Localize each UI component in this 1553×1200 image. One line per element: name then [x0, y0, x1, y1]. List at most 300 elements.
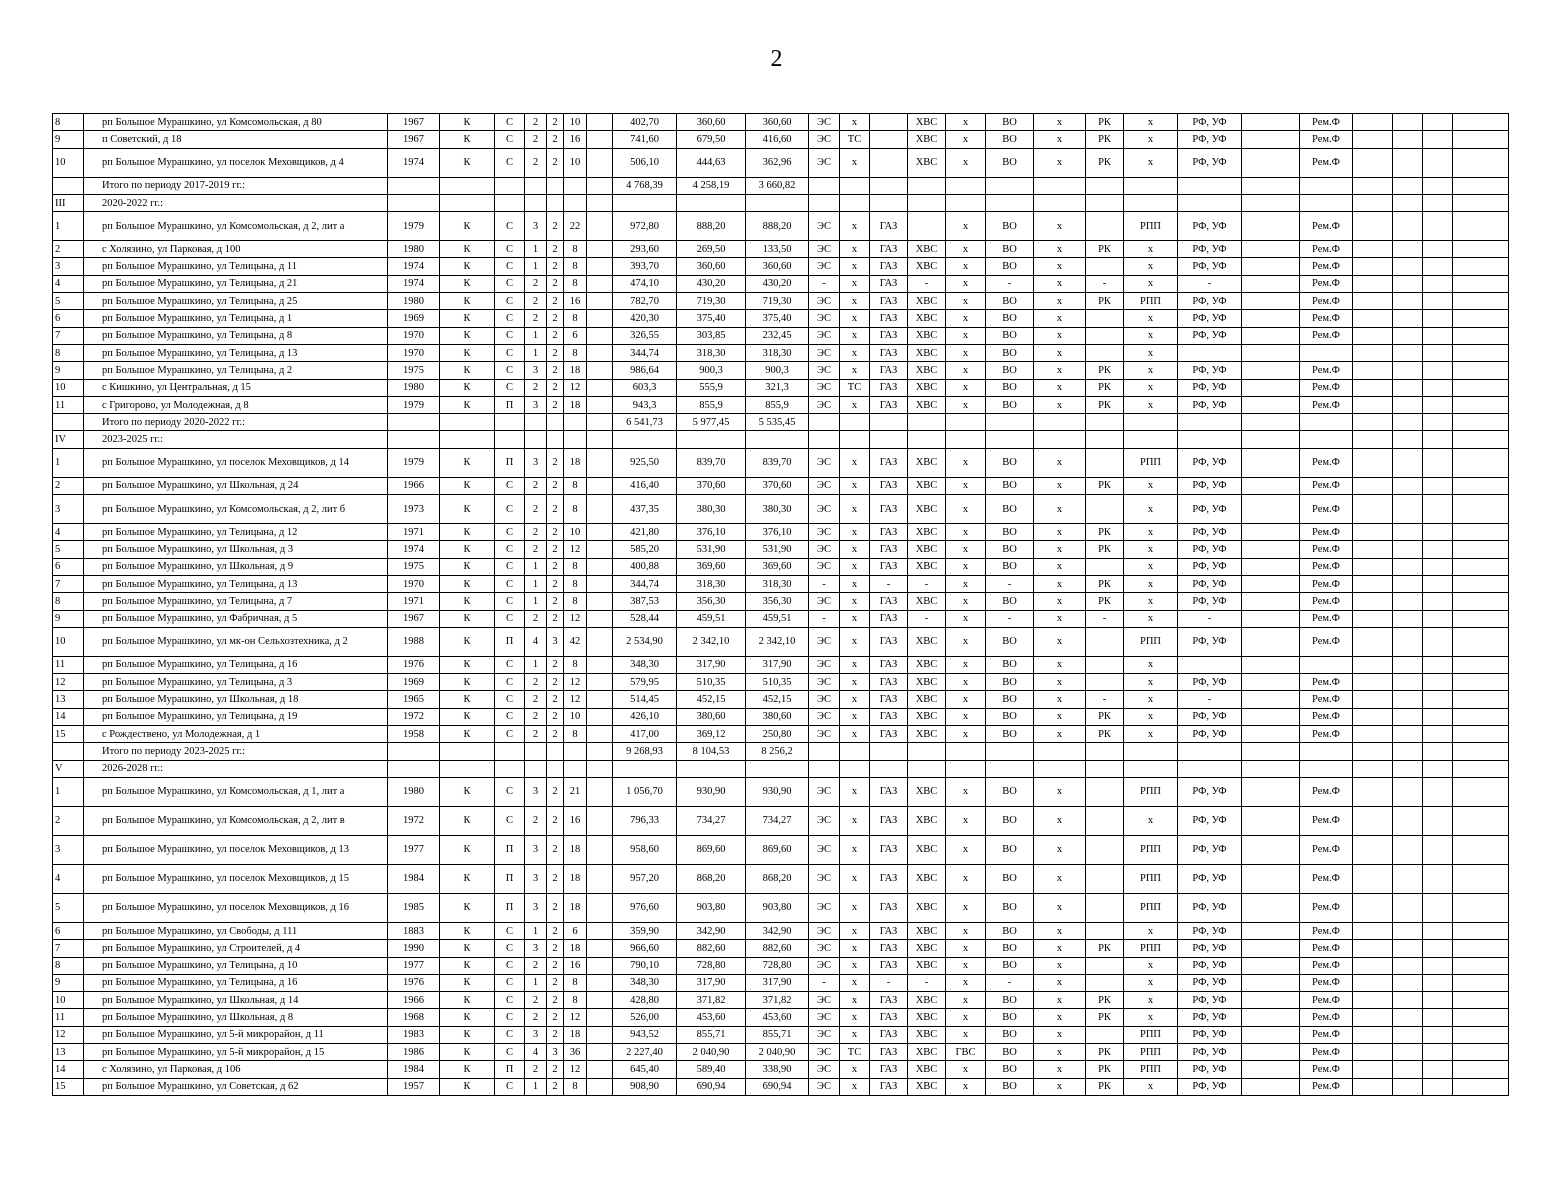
- table-cell: [587, 627, 613, 656]
- table-cell: 18: [564, 362, 587, 379]
- table-cell: ВО: [986, 477, 1034, 494]
- table-cell: РФ, УФ: [1178, 293, 1242, 310]
- table-cell: 12: [564, 674, 587, 691]
- table-cell: [746, 760, 809, 777]
- table-cell: [1453, 656, 1509, 673]
- table-cell: [1423, 974, 1453, 991]
- table-cell: [1086, 760, 1124, 777]
- table-cell: х: [1034, 974, 1086, 991]
- table-cell: [1353, 344, 1393, 361]
- table-cell: х: [1034, 131, 1086, 148]
- table-cell: 2: [525, 1009, 547, 1026]
- table-cell: ВО: [986, 1026, 1034, 1043]
- address-cell: рп Большое Мурашкино, ул Школьная, д 8: [84, 1009, 388, 1026]
- table-cell: х: [1124, 610, 1178, 627]
- table-cell: [388, 194, 440, 211]
- table-cell: РК: [1086, 1043, 1124, 1060]
- table-cell: К: [440, 1043, 495, 1060]
- table-cell: [1242, 575, 1300, 592]
- address-cell: рп Большое Мурашкино, ул Школьная, д 9: [84, 558, 388, 575]
- address-cell: рп Большое Мурашкино, ул Телицына, д 11: [84, 258, 388, 275]
- table-cell: 943,52: [613, 1026, 677, 1043]
- table-cell: РПП: [1124, 448, 1178, 477]
- table-cell: [840, 194, 870, 211]
- table-cell: х: [1034, 477, 1086, 494]
- table-cell: [1393, 835, 1423, 864]
- table-cell: РФ, УФ: [1178, 241, 1242, 258]
- table-row: [53, 835, 1509, 864]
- table-cell: [1393, 177, 1423, 194]
- table-row: [53, 806, 1509, 835]
- table-cell: РК: [1086, 940, 1124, 957]
- table-cell: [908, 177, 946, 194]
- table-cell: РФ, УФ: [1178, 379, 1242, 396]
- table-cell: ГАЗ: [870, 656, 908, 673]
- table-cell: 1: [525, 241, 547, 258]
- table-cell: ГАЗ: [870, 1043, 908, 1060]
- table-cell: Рем.Ф: [1300, 362, 1353, 379]
- table-cell: 3: [525, 1026, 547, 1043]
- table-row: [53, 726, 1509, 743]
- table-cell: [587, 777, 613, 806]
- table-cell: 2: [547, 674, 564, 691]
- address-cell: рп Большое Мурашкино, ул Телицына, д 25: [84, 293, 388, 310]
- table-cell: ГАЗ: [870, 541, 908, 558]
- table-cell: ГАЗ: [870, 275, 908, 292]
- table-cell: [587, 922, 613, 939]
- table-cell: [1034, 760, 1086, 777]
- table-cell: РК: [1086, 148, 1124, 177]
- table-cell: РПП: [1124, 293, 1178, 310]
- table-cell: 4: [525, 627, 547, 656]
- table-cell: [946, 431, 986, 448]
- table-cell: 1986: [388, 1043, 440, 1060]
- address-cell: рп Большое Мурашкино, ул Школьная, д 18: [84, 691, 388, 708]
- table-cell: х: [946, 379, 986, 396]
- table-cell: [440, 431, 495, 448]
- table-row: [53, 593, 1509, 610]
- table-cell: [1242, 396, 1300, 413]
- table-row: [53, 656, 1509, 673]
- table-cell: Рем.Ф: [1300, 1026, 1353, 1043]
- table-cell: Рем.Ф: [1300, 835, 1353, 864]
- table-cell: 976,60: [613, 893, 677, 922]
- table-cell: РК: [1086, 541, 1124, 558]
- table-cell: х: [840, 1026, 870, 1043]
- row-number-cell: [53, 177, 84, 194]
- table-cell: [587, 974, 613, 991]
- table-cell: [587, 194, 613, 211]
- table-cell: [1423, 212, 1453, 241]
- table-cell: х: [946, 610, 986, 627]
- table-cell: [1453, 148, 1509, 177]
- table-cell: 1979: [388, 212, 440, 241]
- table-cell: Рем.Ф: [1300, 627, 1353, 656]
- table-cell: РК: [1086, 575, 1124, 592]
- table-cell: [870, 431, 908, 448]
- table-cell: ГАЗ: [870, 396, 908, 413]
- table-cell: ХВС: [908, 131, 946, 148]
- table-cell: [1453, 674, 1509, 691]
- table-cell: 400,88: [613, 558, 677, 575]
- table-cell: х: [840, 806, 870, 835]
- table-row: [53, 610, 1509, 627]
- table-cell: х: [840, 1078, 870, 1095]
- table-cell: 380,60: [746, 708, 809, 725]
- table-cell: К: [440, 575, 495, 592]
- table-cell: 326,55: [613, 327, 677, 344]
- table-cell: 882,60: [746, 940, 809, 957]
- table-cell: х: [946, 275, 986, 292]
- table-cell: [1086, 806, 1124, 835]
- row-number-cell: 7: [53, 575, 84, 592]
- table-cell: ВО: [986, 627, 1034, 656]
- table-cell: [1353, 293, 1393, 310]
- table-cell: х: [840, 992, 870, 1009]
- table-cell: [1353, 760, 1393, 777]
- table-cell: 8: [564, 495, 587, 524]
- table-cell: [587, 258, 613, 275]
- table-cell: 10: [564, 114, 587, 131]
- table-cell: [1242, 992, 1300, 1009]
- table-cell: [1393, 524, 1423, 541]
- table-cell: ВО: [986, 212, 1034, 241]
- address-cell: рп Большое Мурашкино, ул Комсомольская, д 1, лит а: [84, 777, 388, 806]
- table-cell: ЭС: [809, 344, 840, 361]
- table-cell: х: [840, 835, 870, 864]
- row-number-cell: 2: [53, 241, 84, 258]
- table-cell: 8: [564, 593, 587, 610]
- table-cell: [1423, 1043, 1453, 1060]
- table-cell: 430,20: [746, 275, 809, 292]
- table-cell: РФ, УФ: [1178, 777, 1242, 806]
- table-cell: ЭС: [809, 495, 840, 524]
- table-cell: х: [1124, 806, 1178, 835]
- table-cell: [1393, 593, 1423, 610]
- table-cell: 36: [564, 1043, 587, 1060]
- address-cell: рп Большое Мурашкино, ул Телицына, д 1: [84, 310, 388, 327]
- table-cell: 2: [525, 708, 547, 725]
- table-cell: х: [1124, 344, 1178, 361]
- table-cell: [1124, 760, 1178, 777]
- table-cell: 2: [547, 1078, 564, 1095]
- table-cell: РФ, УФ: [1178, 835, 1242, 864]
- table-cell: 3: [525, 448, 547, 477]
- table-cell: Рем.Ф: [1300, 448, 1353, 477]
- table-cell: х: [840, 310, 870, 327]
- table-cell: РК: [1086, 131, 1124, 148]
- table-cell: Рем.Ф: [1300, 131, 1353, 148]
- table-cell: Рем.Ф: [1300, 258, 1353, 275]
- table-cell: РФ, УФ: [1178, 212, 1242, 241]
- table-cell: [1124, 414, 1178, 431]
- table-cell: [1423, 674, 1453, 691]
- address-cell: рп Большое Мурашкино, ул Школьная, д 3: [84, 541, 388, 558]
- table-cell: ГАЗ: [870, 864, 908, 893]
- table-cell: ЭС: [809, 992, 840, 1009]
- table-cell: К: [440, 1026, 495, 1043]
- table-cell: [440, 414, 495, 431]
- table-cell: [1393, 957, 1423, 974]
- table-cell: 2: [547, 379, 564, 396]
- table-cell: [1242, 148, 1300, 177]
- table-cell: К: [440, 806, 495, 835]
- table-cell: х: [946, 835, 986, 864]
- table-cell: 3 660,82: [746, 177, 809, 194]
- table-cell: К: [440, 448, 495, 477]
- table-cell: 603,3: [613, 379, 677, 396]
- row-number-cell: 9: [53, 362, 84, 379]
- table-cell: х: [1124, 674, 1178, 691]
- table-cell: 420,30: [613, 310, 677, 327]
- table-cell: РФ, УФ: [1178, 477, 1242, 494]
- table-cell: [1353, 131, 1393, 148]
- table-cell: [1423, 922, 1453, 939]
- table-cell: 2: [547, 114, 564, 131]
- table-cell: РФ, УФ: [1178, 362, 1242, 379]
- table-row: [53, 524, 1509, 541]
- table-cell: х: [1124, 656, 1178, 673]
- table-cell: РФ, УФ: [1178, 148, 1242, 177]
- table-cell: [1353, 448, 1393, 477]
- address-cell: с Холязино, ул Парковая, д 100: [84, 241, 388, 258]
- table-cell: [1124, 743, 1178, 760]
- table-cell: 16: [564, 806, 587, 835]
- table-cell: [1423, 726, 1453, 743]
- table-cell: С: [495, 708, 525, 725]
- table-cell: 1957: [388, 1078, 440, 1095]
- table-cell: 318,30: [677, 575, 746, 592]
- table-cell: 585,20: [613, 541, 677, 558]
- table-cell: х: [946, 131, 986, 148]
- table-cell: 3: [525, 362, 547, 379]
- table-cell: [495, 177, 525, 194]
- table-cell: ХВС: [908, 241, 946, 258]
- table-row: [53, 864, 1509, 893]
- table-cell: ХВС: [908, 114, 946, 131]
- table-cell: х: [946, 674, 986, 691]
- row-number-cell: 12: [53, 1026, 84, 1043]
- table-cell: [564, 431, 587, 448]
- table-cell: К: [440, 593, 495, 610]
- table-cell: х: [946, 241, 986, 258]
- table-cell: [587, 212, 613, 241]
- table-cell: К: [440, 974, 495, 991]
- table-cell: х: [1034, 362, 1086, 379]
- table-cell: 8 256,2: [746, 743, 809, 760]
- table-cell: [547, 414, 564, 431]
- table-cell: К: [440, 627, 495, 656]
- table-cell: С: [495, 275, 525, 292]
- table-row: [53, 992, 1509, 1009]
- table-cell: [1353, 992, 1393, 1009]
- table-cell: ВО: [986, 893, 1034, 922]
- table-cell: [1393, 379, 1423, 396]
- table-cell: [908, 760, 946, 777]
- table-cell: х: [1124, 726, 1178, 743]
- table-cell: [1423, 541, 1453, 558]
- table-cell: [564, 743, 587, 760]
- table-cell: [1393, 477, 1423, 494]
- table-cell: РК: [1086, 1078, 1124, 1095]
- table-cell: Рем.Ф: [1300, 777, 1353, 806]
- table-cell: РФ, УФ: [1178, 1043, 1242, 1060]
- table-cell: х: [1034, 212, 1086, 241]
- table-cell: х: [840, 691, 870, 708]
- table-cell: х: [840, 258, 870, 275]
- table-cell: ХВС: [908, 379, 946, 396]
- table-cell: 8: [564, 558, 587, 575]
- row-number-cell: 1: [53, 212, 84, 241]
- table-cell: х: [1124, 524, 1178, 541]
- table-cell: х: [1034, 379, 1086, 396]
- table-cell: [1353, 1061, 1393, 1078]
- table-cell: [1242, 1061, 1300, 1078]
- table-cell: РК: [1086, 524, 1124, 541]
- table-cell: ВО: [986, 777, 1034, 806]
- table-cell: 1979: [388, 448, 440, 477]
- address-cell: рп Большое Мурашкино, ул Строителей, д 4: [84, 940, 388, 957]
- table-cell: [1086, 743, 1124, 760]
- table-cell: [1423, 575, 1453, 592]
- table-cell: х: [1034, 992, 1086, 1009]
- address-cell: рп Большое Мурашкино, ул Школьная, д 14: [84, 992, 388, 1009]
- table-cell: К: [440, 114, 495, 131]
- table-cell: 1975: [388, 558, 440, 575]
- table-cell: ЭС: [809, 674, 840, 691]
- table-cell: [1242, 835, 1300, 864]
- table-cell: ЭС: [809, 293, 840, 310]
- table-cell: 426,10: [613, 708, 677, 725]
- table-cell: 321,3: [746, 379, 809, 396]
- address-cell: рп Большое Мурашкино, ул Телицына, д 2: [84, 362, 388, 379]
- address-cell: рп Большое Мурашкино, ул поселок Меховщиков, д 15: [84, 864, 388, 893]
- table-cell: [1423, 1078, 1453, 1095]
- table-cell: [1453, 922, 1509, 939]
- table-cell: 387,53: [613, 593, 677, 610]
- table-cell: РК: [1086, 396, 1124, 413]
- table-cell: 868,20: [677, 864, 746, 893]
- table-cell: П: [495, 1061, 525, 1078]
- row-number-cell: 1: [53, 777, 84, 806]
- table-cell: 855,9: [677, 396, 746, 413]
- address-cell: рп Большое Мурашкино, ул Телицына, д 21: [84, 275, 388, 292]
- table-cell: [587, 379, 613, 396]
- address-cell: с Рождествено, ул Молодежная, д 1: [84, 726, 388, 743]
- table-cell: 417,00: [613, 726, 677, 743]
- table-cell: РФ, УФ: [1178, 575, 1242, 592]
- table-cell: 679,50: [677, 131, 746, 148]
- table-cell: 344,74: [613, 575, 677, 592]
- table-cell: х: [840, 524, 870, 541]
- table-cell: Рем.Ф: [1300, 575, 1353, 592]
- table-cell: -: [809, 575, 840, 592]
- table-cell: РФ, УФ: [1178, 992, 1242, 1009]
- table-cell: [1393, 131, 1423, 148]
- table-cell: 2: [547, 293, 564, 310]
- table-row: [53, 1026, 1509, 1043]
- table-cell: 2 040,90: [746, 1043, 809, 1060]
- table-cell: [809, 431, 840, 448]
- table-cell: [1453, 448, 1509, 477]
- table-cell: [1242, 1078, 1300, 1095]
- table-cell: [1242, 1043, 1300, 1060]
- table-row: [53, 477, 1509, 494]
- address-cell: Итого по периоду 2023-2025 гг.:: [84, 743, 388, 760]
- table-cell: [1453, 396, 1509, 413]
- table-cell: 16: [564, 131, 587, 148]
- table-row: [53, 893, 1509, 922]
- table-cell: х: [840, 656, 870, 673]
- table-cell: ХВС: [908, 1043, 946, 1060]
- table-cell: х: [1034, 241, 1086, 258]
- table-cell: 9 268,93: [613, 743, 677, 760]
- table-cell: [1242, 414, 1300, 431]
- table-cell: х: [1124, 258, 1178, 275]
- table-cell: х: [840, 893, 870, 922]
- table-cell: [1086, 922, 1124, 939]
- address-cell: рп Большое Мурашкино, ул Телицына, д 3: [84, 674, 388, 691]
- table-cell: х: [840, 575, 870, 592]
- table-cell: х: [840, 362, 870, 379]
- table-cell: 5 535,45: [746, 414, 809, 431]
- table-cell: РФ, УФ: [1178, 974, 1242, 991]
- table-cell: х: [1034, 777, 1086, 806]
- table-cell: 4 768,39: [613, 177, 677, 194]
- table-cell: ГАЗ: [870, 835, 908, 864]
- table-cell: х: [1124, 148, 1178, 177]
- table-cell: 2: [547, 1061, 564, 1078]
- row-number-cell: 10: [53, 627, 84, 656]
- table-cell: [613, 194, 677, 211]
- table-cell: [1453, 524, 1509, 541]
- table-cell: [809, 177, 840, 194]
- table-cell: [1423, 327, 1453, 344]
- table-cell: ВО: [986, 835, 1034, 864]
- table-cell: РПП: [1124, 1043, 1178, 1060]
- table-cell: 1: [525, 327, 547, 344]
- table-cell: 2: [525, 148, 547, 177]
- table-cell: 452,15: [677, 691, 746, 708]
- table-cell: [1453, 477, 1509, 494]
- table-cell: РПП: [1124, 1061, 1178, 1078]
- table-cell: 690,94: [677, 1078, 746, 1095]
- table-cell: х: [1034, 957, 1086, 974]
- table-cell: 719,30: [677, 293, 746, 310]
- table-cell: 8: [564, 241, 587, 258]
- table-cell: [1086, 495, 1124, 524]
- table-cell: 2: [547, 708, 564, 725]
- table-cell: [1393, 275, 1423, 292]
- table-cell: Рем.Ф: [1300, 293, 1353, 310]
- address-cell: рп Большое Мурашкино, ул Школьная, д 24: [84, 477, 388, 494]
- table-cell: Рем.Ф: [1300, 114, 1353, 131]
- table-cell: 21: [564, 777, 587, 806]
- table-cell: [587, 656, 613, 673]
- table-cell: 362,96: [746, 148, 809, 177]
- table-cell: РК: [1086, 593, 1124, 610]
- table-cell: 1966: [388, 992, 440, 1009]
- table-cell: 4: [525, 1043, 547, 1060]
- table-row: [53, 558, 1509, 575]
- table-cell: 645,40: [613, 1061, 677, 1078]
- table-cell: х: [946, 344, 986, 361]
- table-cell: 8: [564, 974, 587, 991]
- table-cell: [1300, 431, 1353, 448]
- table-cell: [1453, 293, 1509, 310]
- address-cell: рп Большое Мурашкино, ул мк-он Сельхозтехника, д 2: [84, 627, 388, 656]
- table-cell: 18: [564, 1026, 587, 1043]
